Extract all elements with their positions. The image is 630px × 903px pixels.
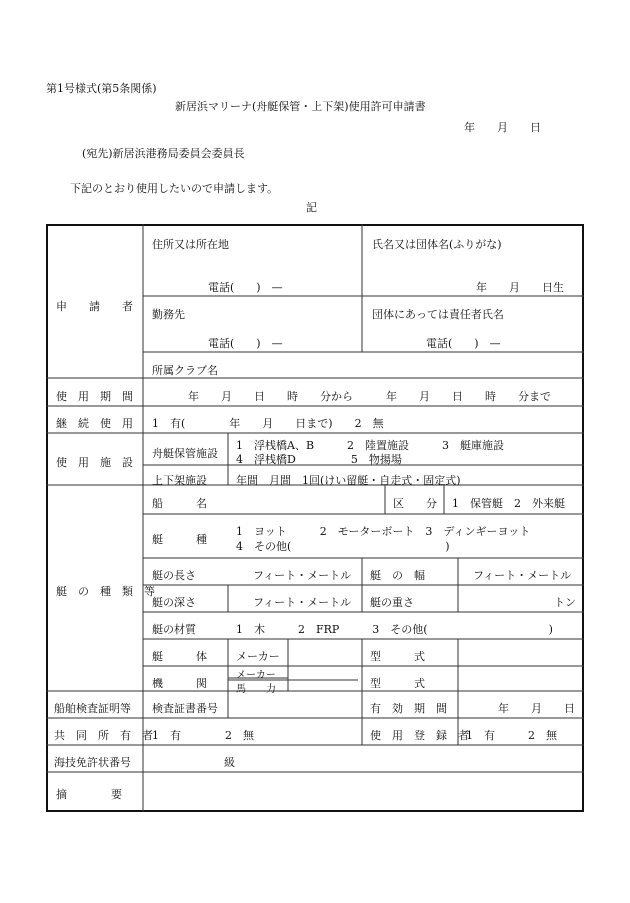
- registrant-value: 1 有 2 無: [466, 729, 557, 742]
- storage-line-2: 4 浮桟橋D 5 物揚場: [236, 453, 402, 466]
- length-unit: フィート・メートル: [253, 569, 352, 582]
- period-value: 年 月 日 時 分から 年 月 日 時 分まで: [188, 390, 551, 403]
- registrant-label: 使 用 登 録 者: [370, 729, 469, 742]
- phone-3: 電話( ) —: [426, 337, 501, 350]
- date-line: 年 月 日: [464, 121, 541, 134]
- remarks-label: 摘 要: [56, 788, 122, 801]
- coowner-label: 共 同 所 有 者: [54, 729, 153, 742]
- storage-label: 舟艇保管施設: [152, 447, 218, 460]
- width-unit: フィート・メートル: [473, 569, 572, 582]
- width-label: 艇 の 幅: [370, 569, 425, 582]
- applicant-label: 申 請 者: [56, 300, 133, 313]
- material-label: 艇の材質: [152, 623, 196, 636]
- engine-horsepower: 馬 力: [236, 684, 276, 695]
- type-label: 艇 種: [152, 533, 207, 546]
- continued-label: 継 続 使 用: [56, 417, 133, 430]
- depth-unit: フィート・メートル: [253, 596, 352, 609]
- weight-unit: トン: [554, 596, 576, 609]
- engine-label: 機 関: [152, 677, 207, 690]
- lift-label: 上下架施設: [152, 474, 207, 487]
- ship-name-label: 船 名: [152, 497, 207, 510]
- lift-value: 年間 月間 1回(けい留艇・自走式・固定式): [236, 474, 461, 487]
- class-label: 区 分: [393, 497, 437, 510]
- club-label: 所属クラブ名: [152, 364, 218, 377]
- representative-label: 団体にあっては責任者氏名: [372, 308, 504, 321]
- material-value: 1 木 2 FRP 3 その他( ): [236, 623, 553, 636]
- cert-number-label: 検査証書番号: [152, 702, 218, 715]
- form-title: 新居浜マリーナ(舟艇保管・上下架)使用許可申請書: [175, 100, 426, 113]
- type-line-2: 4 その他( ): [236, 540, 450, 553]
- coowner-value: 1 有 2 無: [152, 729, 254, 742]
- hull-model: 型 式: [370, 650, 425, 663]
- weight-label: 艇の重さ: [370, 596, 414, 609]
- address-label: 住所又は所在地: [152, 238, 229, 251]
- valid-period-label: 有 効 期 間: [370, 702, 447, 715]
- hull-maker: メーカー: [236, 650, 280, 663]
- valid-period-value: 年 月 日: [498, 702, 575, 715]
- birth-date: 年 月 日生: [476, 281, 564, 294]
- form-number: 第1号様式(第5条関係): [46, 82, 157, 95]
- engine-maker: メーカー: [236, 670, 276, 681]
- period-label: 使 用 期 間: [56, 390, 133, 403]
- hull-label: 艇 体: [152, 650, 207, 663]
- phone-2: 電話( ) —: [208, 337, 283, 350]
- phone-1: 電話( ) —: [208, 281, 283, 294]
- length-label: 艇の長さ: [152, 569, 196, 582]
- form-grid: [46, 224, 584, 812]
- name-label: 氏名又は団体名(ふりがな): [372, 238, 502, 251]
- workplace-label: 勤務先: [152, 308, 185, 321]
- addressee: (宛先)新居浜港務局委員会委員長: [82, 147, 245, 160]
- type-line-1: 1 ヨット 2 モーターボート 3 ディンギーヨット: [236, 525, 531, 538]
- depth-label: 艇の深さ: [152, 596, 196, 609]
- intro-text: 下記のとおり使用したいので申請します。: [70, 182, 279, 195]
- ki-mark: 記: [306, 201, 317, 214]
- facility-label: 使 用 施 設: [56, 456, 133, 469]
- license-grade: 級: [224, 756, 235, 769]
- inspection-label: 船舶検査証明等: [54, 702, 131, 715]
- continued-value: 1 有( 年 月 日まで) 2 無: [152, 417, 384, 430]
- storage-line-1: 1 浮桟橋A、B 2 陸置施設 3 艇庫施設: [236, 439, 505, 452]
- engine-model: 型 式: [370, 677, 425, 690]
- boat-label: 艇 の 種 類 等: [56, 585, 155, 598]
- license-label: 海技免許状番号: [54, 756, 131, 769]
- class-value: 1 保管艇 2 外来艇: [452, 497, 565, 510]
